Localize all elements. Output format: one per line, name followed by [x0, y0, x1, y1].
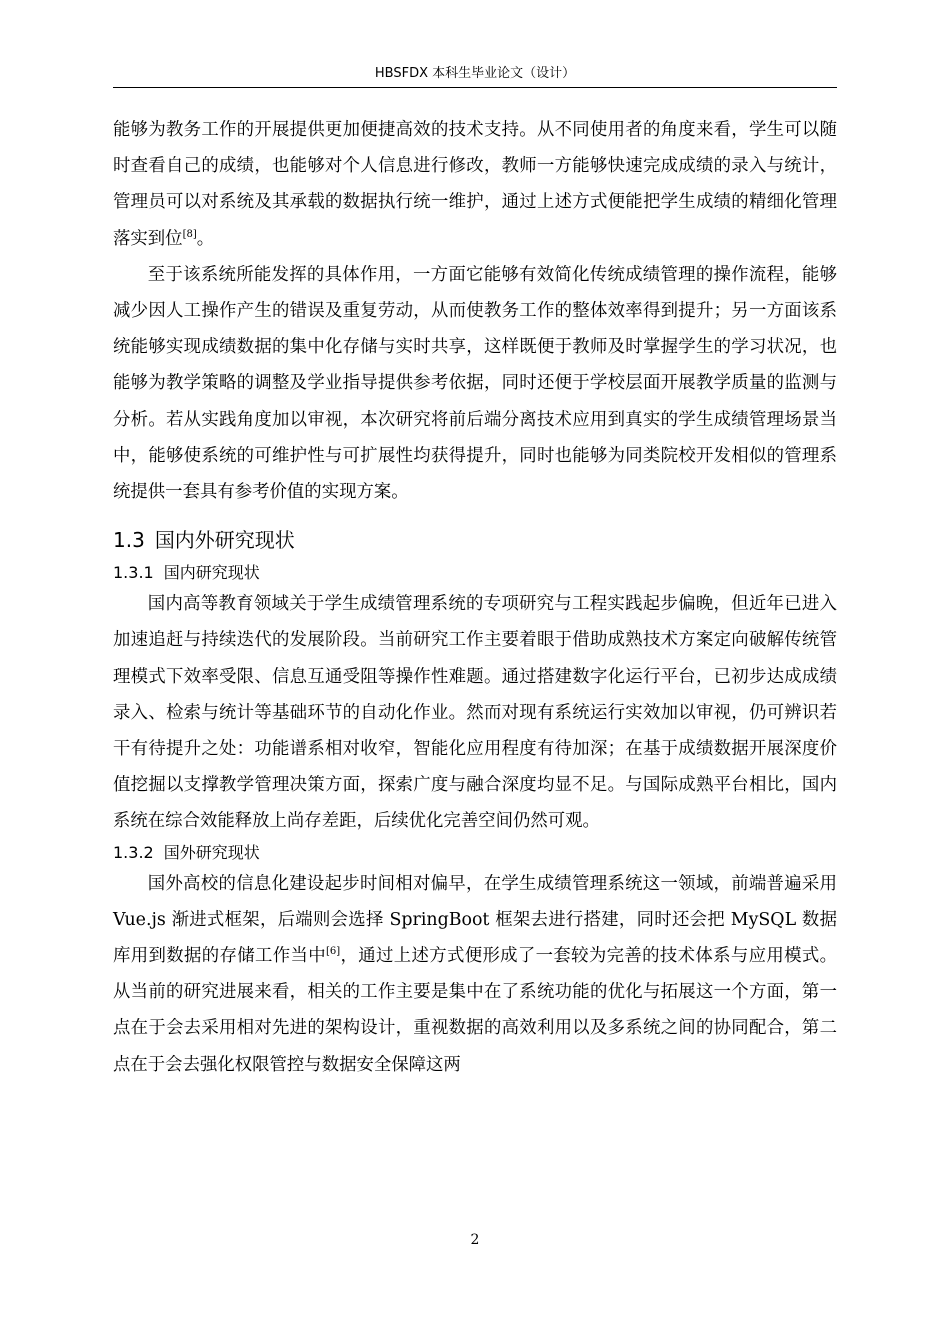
paragraph-system-role: 至于该系统所能发挥的具体作用，一方面它能够有效简化传统成绩管理的操作流程，能够减少因人工操作产生的错误及重复劳动，从而使教务工作的整体效率得到提升；另一方面该系统能够实现成绩数据的集中化存储与实时共享，这样既便于教师及时掌握学生的学习状况，也能够为教学策略的调整及学业指导提供参考依据，同时还便于学校层面开展教学质量的监测与分析。若从实践角度加以审视，本次研究将前后端分离技术应用到真实的学生成绩管理场景当中，能够使系统的可维护性与可扩展性均获得提升，同时也能够为同类院校开发相似的管理系统提供一套具有参考价值的实现方案。 [113, 264, 837, 503]
section-heading-1-3 [113, 520, 837, 560]
citation-marker: [8] [182, 228, 197, 240]
running-header: HBSFDX 本科生毕业论文（设计） [374, 66, 576, 81]
page-number: 2 [470, 1232, 480, 1248]
subsection-number: 1.3.1 [113, 563, 154, 583]
paragraph-tail: 。 [196, 228, 215, 249]
subsection-title: 国外研究现状 [163, 842, 260, 862]
header-divider [113, 87, 837, 88]
subsection-heading-1-3-2 [113, 840, 837, 866]
section-title: 国内外研究现状 [154, 528, 295, 553]
subsection-title: 国内研究现状 [163, 563, 260, 583]
paragraph-foreign-research [113, 866, 837, 1083]
paragraph-continuation [113, 112, 837, 257]
paragraph-text: 国外高校的信息化建设起步时间相对偏早，在学生成绩管理系统这一领域，前端普遍采用 Vue.js 渐进式框架，后端则会选择 SpringBoot 框架去进行搭建，同时还会把 MySQL 数据库用到数据的存储工作当中 [113, 873, 837, 967]
subsection-number: 1.3.2 [113, 842, 154, 862]
paragraph-text-continued: ，通过上述方式便形成了一套较为完善的技术体系与应用模式。从当前的研究进展来看，相关的工作主要是集中在了系统功能的优化与拓展这一个方面，第一点在于会去采用相对先进的架构设计，重视数据的高效利用以及多系统之间的协同配合，第二点在于会去强化权限管控与数据安全保障这两 [113, 946, 837, 1075]
body-content [113, 112, 837, 1083]
subsection-heading-1-3-1 [113, 560, 837, 586]
paragraph-text: 能够为教务工作的开展提供更加便捷高效的技术支持。从不同使用者的角度来看，学生可以随时查看自己的成绩，也能够对个人信息进行修改，教师一方能够快速完成成绩的录入与统计，管理员可以对系统及其承载的数据执行统一维护，通过上述方式便能把学生成绩的精细化管理落实到位 [113, 120, 837, 249]
paragraph-domestic-research: 国内高等教育领域关于学生成绩管理系统的专项研究与工程实践起步偏晚，但近年已进入加速追赶与持续迭代的发展阶段。当前研究工作主要着眼于借助成熟技术方案定向破解传统管理模式下效率受限、信息互通受阻等操作性难题。通过搭建数字化运行平台，已初步达成成绩录入、检索与统计等基础环节的自动化作业。然而对现有系统运行实效加以审视，仍可辨识若干有待提升之处：功能谱系相对收窄，智能化应用程度有待加深；在基于成绩数据开展深度价值挖掘以支撑教学管理决策方面，探索广度与融合深度均显不足。与国际成熟平台相比，国内系统在综合效能释放上尚存差距，后续优化完善空间仍然可观。 [113, 594, 837, 832]
section-number: 1.3 [113, 528, 145, 553]
citation-marker: [6] [325, 946, 341, 958]
